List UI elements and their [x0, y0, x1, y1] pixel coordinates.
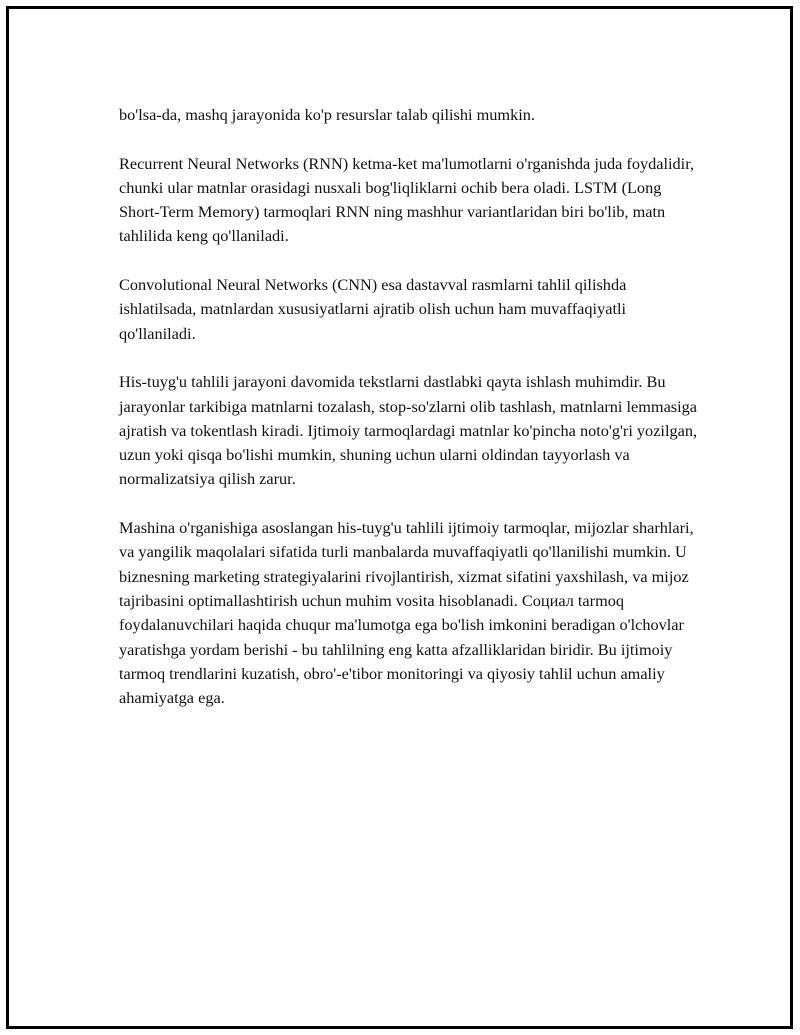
paragraph-1: bo'lsa-da, mashq jarayonida ko'p resurslar talab qilishi mumkin.: [119, 105, 535, 124]
document-page: [6, 6, 793, 1029]
paragraph-cnn: Convolutional Neural Networks (CNN) esa dastavval rasmlarni tahlil qilishda ishlatilsada, matnlardan xususiyatlarni ajratib olish uchun ham muvaffaqiyatli qo'llaniladi.: [119, 275, 627, 343]
paragraph-rnn: Recurrent Neural Networks (RNN) ketma-ket ma'lumotlarni o'rganishda juda foydalidir, chunki ular matnlar orasidagi nusxali bog'liqliklarni ochib bera oladi. LSTM (Long Short-Term Memory) tarmoqlari RNN ning mashhur variantlaridan biri bo'lib, matn tahlilida keng qo'llaniladi.: [119, 153, 695, 246]
paragraph-preprocessing: His-tuyg'u tahlili jarayoni davomida tekstlarni dastlabki qayta ishlash muhimdir. Bu jarayonlar tarkibiga matnlarni tozalash, stop-so'zlarni olib tashlash, matnlarni lemmasiga ajratish va tokentlash kiradi. Ijtimoiy tarmoqlardagi matnlar ko'pincha noto'g'ri yozilgan, uzun yoki qisqa bo'lishi mumkin, shuning uchun ularni oldindan tayyorlash va normalizatsiya qilish zarur.: [119, 372, 698, 489]
paragraph-applications: Mashina o'rganishiga asoslangan his-tuyg'u tahlili ijtimoiy tarmoqlar, mijozlar sharhlari, va yangilik maqolalari sifatida turli manbalarda muvaffaqiyatli qo'llanilishi mumkin. U biznesning marketing strategiyalarini rivojlantirish, xizmat sifatini yaxshilash, va mijoz tajribasini optimallashtirish uchun muhim vosita hisoblanadi. Социал tarmoq foydalanuvchilari haqida chuqur ma'lumotga ega bo'lish imkonini beradigan o'lchovlar yaratishga yordam berishi - bu tahlilning eng katta afzalliklaridan biridir. Bu ijtimoiy tarmoq trendlarini kuzatish, obro'-e'tibor monitoringi va qiyosiy tahlil uchun amaliy ahamiyatga ega.: [119, 518, 694, 708]
document-body: [119, 103, 699, 710]
